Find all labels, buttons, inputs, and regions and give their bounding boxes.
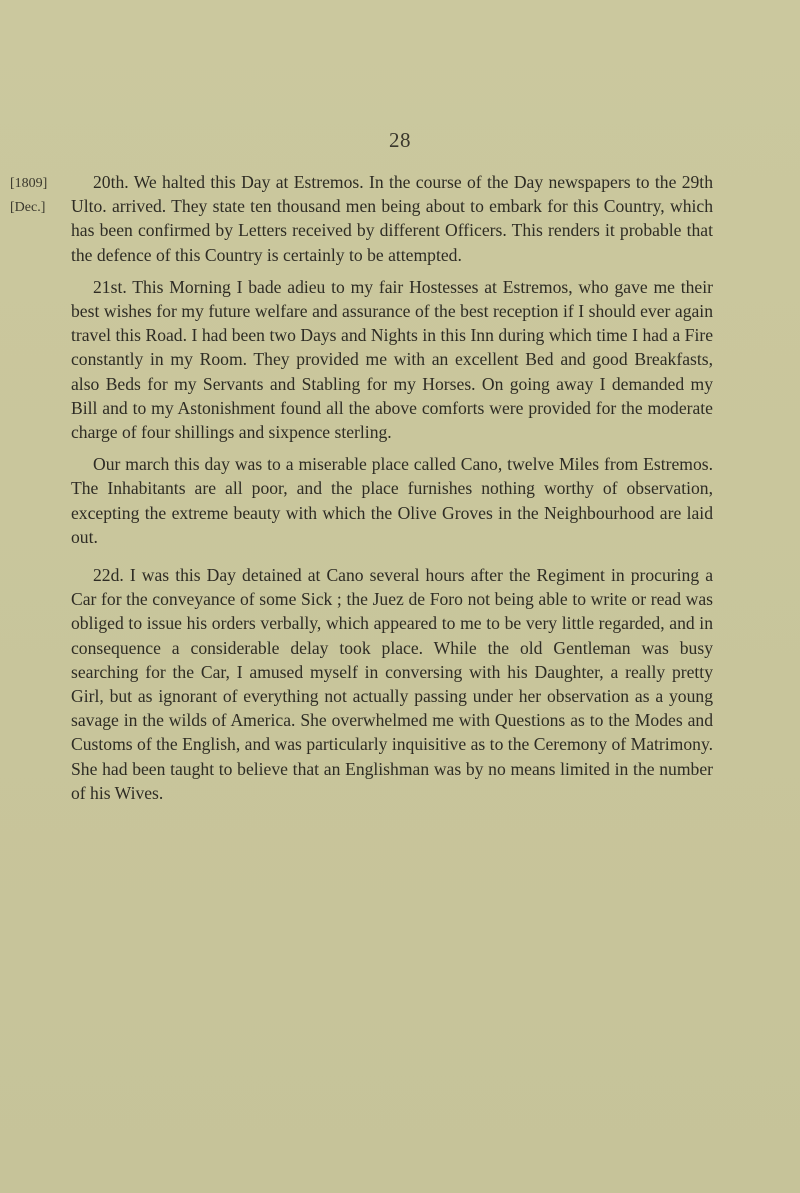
paragraph-20th: 20th. We halted this Day at Estremos. In the course of the Day newspapers to the 29th Ulto. arrived. They state ten thousand men being about to embark for this Country, which has been confirmed by Letters received by different Officers. This renders it probable that the defence of this Country is certainly to be attempted.: [71, 172, 713, 265]
margin-note-year: [1809]: [10, 176, 48, 191]
body-text: [71, 170, 713, 813]
margin-note-month: [Dec.]: [10, 200, 46, 215]
page-number: 28: [389, 128, 411, 152]
paragraph-21st: 21st. This Morning I bade adieu to my fair Hostesses at Estremos, who gave me their best wishes for my future welfare and assurance of the best reception if I should ever again travel this Road. I had been two Days and Nights in this Inn during which time I had a Fire constantly in my Room. They provided me with an excellent Bed and good Breakfasts, also Beds for my Servants and Stabling for my Horses. On going away I demanded my Bill and to my Astonishment found all the above comforts were provided for the moderate charge of four shillings and sixpence sterling.: [71, 276, 713, 443]
paragraph-22d: 22d. I was this Day detained at Cano several hours after the Regiment in procuring a Car for the conveyance of some Sick ; the Juez de Foro not being able to write or read was obliged to issue his orders verbally, which appeared to me to be very little regarded, and in consequence a considerable delay took place. While the old Gentleman was busy searching for the Car, I amused myself in conversing with his Daughter, a really pretty Girl, but as ignorant of everything not actually passing under her observation as a young savage in the wilds of America. She overwhelmed me with Questions as to the Modes and Customs of the English, and was particularly inquisitive as to the Ceremony of Matrimony. She had been taught to believe that an Englishman was by no means limited in the number of his Wives.: [71, 565, 713, 803]
paragraph-march-cano: Our march this day was to a miserable place called Cano, twelve Miles from Estremos. The Inhabitants are all poor, and the place furnishes nothing worthy of observation, excepting the extreme beauty with which the Olive Groves in the Neighbourhood are laid out.: [71, 454, 713, 547]
margin-note: [10, 172, 47, 220]
